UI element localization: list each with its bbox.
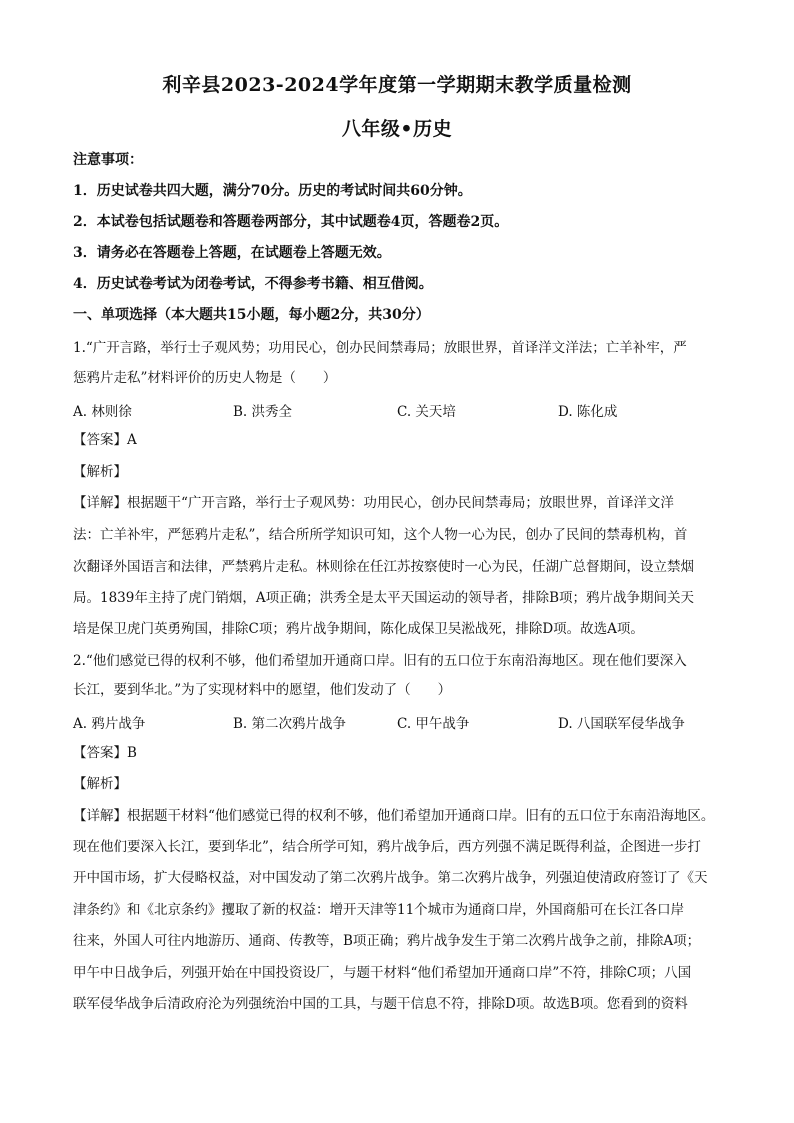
question-1-options <box>73 400 733 420</box>
detail-line: 法：亡羊补牢，严惩鸦片走私”，结合所所学知识可知，这个人物一心为民，创办了民间的禁毒机构，首 <box>73 527 688 543</box>
detail-line: 现在他们要深入长江，要到华北”，结合所学可知，鸦片战争后，西方列强不满足既得利益，企图进一步打 <box>73 839 701 855</box>
notice-heading: 注意事项： <box>73 152 143 168</box>
question-2-options <box>73 712 733 732</box>
option-b: B. 第二次鸦片战争 <box>233 716 347 732</box>
question-2-stem-line: 长江，要到华北。”为了实现材料中的愿望，他们发动了（ ） <box>73 682 452 698</box>
detail-line: 次翻译外国语言和法律，严禁鸦片走私。林则徐在任江苏按察使时一心为民，任湖广总督期间，设立禁烟 <box>73 559 694 575</box>
exam-subtitle: 八年级•历史 <box>341 118 453 140</box>
detail-line: 局。1839年主持了虎门销烟，A项正确；洪秀全是太平天国运动的领导者，排除B项；鸦片战争期间关天 <box>73 590 695 606</box>
detail-line: 津条约》和《北京条约》攫取了新的权益：增开天津等11个城市为通商口岸，外国商船可在长江各口岸 <box>73 902 685 918</box>
question-2-stem-line: 2.“他们感觉已得的权利不够，他们希望加开通商口岸。旧有的五口位于东南沿海地区。现在他们要深入 <box>73 653 687 669</box>
option-a: A. 鸦片战争 <box>73 716 146 732</box>
section-heading: 一、单项选择（本大题共15小题，每小题2分，共30分） <box>73 307 430 323</box>
analysis-label: 【解析】 <box>73 464 127 480</box>
detail-line: 【详解】根据题干“广开言路，举行士子观风势：功用民心，创办民间禁毒局；放眼世界，首译洋文洋 <box>73 495 674 511</box>
notice-item: 1．历史试卷共四大题，满分70分。历史的考试时间共60分钟。 <box>73 183 472 199</box>
detail-line: 甲午中日战争后，列强开始在中国投资设厂，与题干材料“他们希望加开通商口岸”不符，排除C项；八国 <box>73 965 692 981</box>
option-c: C. 甲午战争 <box>397 716 470 732</box>
notice-item: 2．本试卷包括试题卷和答题卷两部分，其中试题卷4页，答题卷2页。 <box>73 214 509 230</box>
notice-item: 4．历史试卷考试为闭卷考试，不得参考书籍、相互借阅。 <box>73 276 433 292</box>
detail-line: 开中国市场，扩大侵略权益，对中国发动了第二次鸦片战争。第二次鸦片战争，列强迫使清政府签订了《天 <box>73 870 708 886</box>
question-1-stem-line: 1.“广开言路，举行士子观风势；功用民心，创办民间禁毒局；放眼世界，首译洋文洋法；亡羊补牢，严 <box>73 340 687 356</box>
detail-line: 培是保卫虎门英勇殉国，排除C项；鸦片战争期间，陈化成保卫吴淞战死，排除D项。故选A项。 <box>73 621 644 637</box>
option-d: D. 八国联军侵华战争 <box>558 716 685 732</box>
option-d: D. 陈化成 <box>558 404 618 420</box>
question-1-stem-line: 惩鸦片走私”材料评价的历史人物是（ ） <box>73 370 337 386</box>
answer-label: 【答案】A <box>73 432 137 448</box>
option-a: A. 林则徐 <box>73 404 132 420</box>
detail-line: 【详解】根据题干材料“他们感觉已得的权利不够，他们希望加开通商口岸。旧有的五口位于东南沿海地区。 <box>73 808 715 824</box>
notice-item: 3．请务必在答题卷上答题，在试题卷上答题无效。 <box>73 245 391 261</box>
answer-label: 【答案】B <box>73 745 137 761</box>
option-c: C. 关天培 <box>397 404 456 420</box>
detail-line: 往来，外国人可往内地游历、通商、传教等，B项正确；鸦片战争发生于第二次鸦片战争之前，排除A项； <box>73 933 701 949</box>
exam-title: 利辛县2023-2024学年度第一学期期末教学质量检测 <box>162 74 632 96</box>
analysis-label: 【解析】 <box>73 776 127 792</box>
detail-line: 联军侵华战争后清政府沦为列强统治中国的工具，与题干信息不符，排除D项。故选B项。您看到的资料 <box>73 996 688 1012</box>
option-b: B. 洪秀全 <box>233 404 293 420</box>
